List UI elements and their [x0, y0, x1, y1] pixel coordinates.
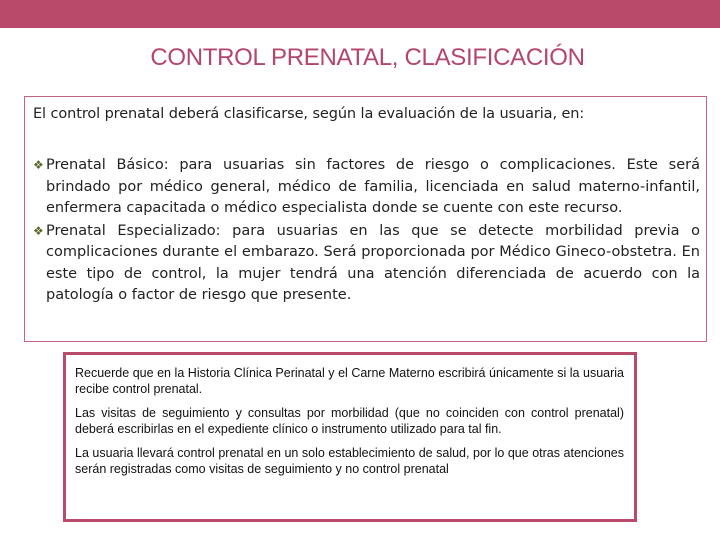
- bullet-prenatal-basico: [33, 155, 700, 220]
- note-paragraph: La usuaria llevará control prenatal en un solo establecimiento de salud, por lo que otras atenciones serán registradas como visitas de seguimiento y no control prenatal: [75, 446, 624, 476]
- diamond-bullet-icon: ❖: [33, 158, 44, 172]
- note-box: [63, 352, 637, 522]
- bullet-text: Prenatal Especializado: para usuarias en las que se detecte morbilidad previa o complicaciones durante el embarazo. Será proporcionada por Médico Gineco-obstetra. En este tipo de control, la mujer tendrá una atención diferenciada de acuerdo con la patología o factor de riesgo que presente.: [46, 222, 700, 303]
- bullet-prenatal-especializado: [33, 221, 700, 307]
- note-paragraph: Las visitas de seguimiento y consultas por morbilidad (que no coinciden con control prenatal) deberá escribirlas en el expediente clínico o instrumento utilizado para tal fin.: [75, 406, 624, 436]
- bullet-list: [33, 155, 700, 308]
- header-band: [0, 0, 720, 28]
- slide-title: CONTROL PRENATAL, CLASIFICACIÓN: [150, 44, 585, 71]
- note-paragraph: Recuerde que en la Historia Clínica Perinatal y el Carne Materno escribirá únicamente si la usuaria recibe control prenatal.: [75, 366, 624, 396]
- intro-text: El control prenatal deberá clasificarse, según la evaluación de la usuaria, en:: [33, 106, 585, 122]
- diamond-bullet-icon: ❖: [33, 223, 44, 238]
- classification-box: [24, 96, 707, 342]
- bullet-text: Prenatal Básico: para usuarias sin factores de riesgo o complicaciones. Este será brindado por médico general, médico de familia, licenciada en salud materno-infantil, enfermera capacitada o médico especialista donde se cuente con este recurso.: [46, 157, 700, 216]
